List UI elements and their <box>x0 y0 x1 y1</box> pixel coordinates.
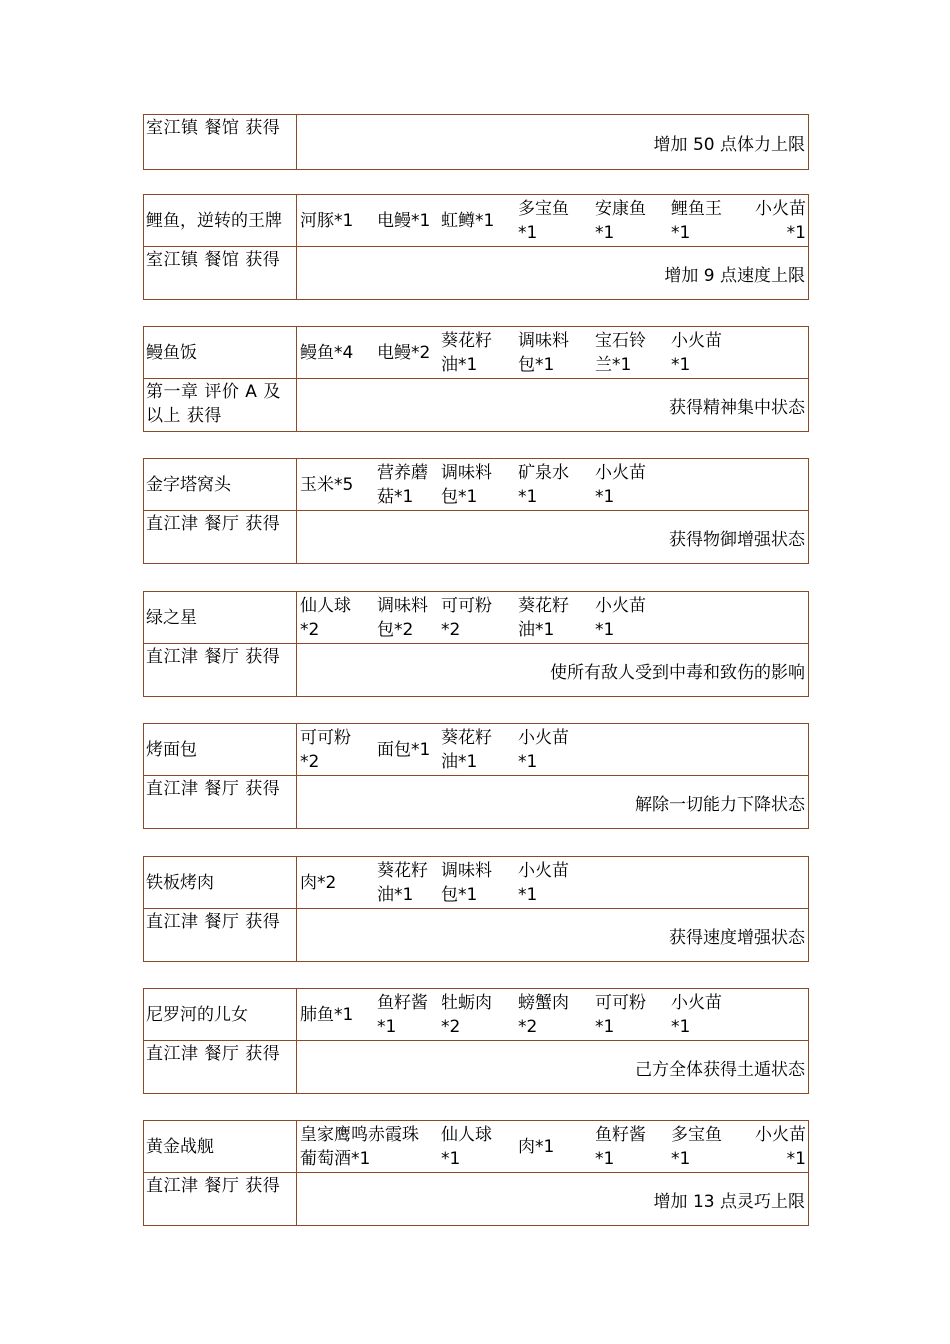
ingredient: 营养蘑 菇*1 <box>377 462 428 507</box>
recipe-source: 直江津 餐厅 获得 <box>144 511 297 563</box>
ingredient: 仙人球 *1 <box>441 1124 492 1169</box>
recipe-source: 直江津 餐厅 获得 <box>144 644 297 696</box>
ingredient: 小火苗 *1 <box>755 1124 806 1169</box>
recipe-name: 尼罗河的儿女 <box>144 989 297 1040</box>
ingredient: 葵花籽 油*1 <box>441 727 492 772</box>
recipe-name: 烤面包 <box>144 724 297 775</box>
recipe-name: 黄金战舰 <box>144 1121 297 1172</box>
recipe-table-7 <box>143 988 809 1094</box>
ingredient: 牡蛎肉 *2 <box>441 992 492 1037</box>
ingredient: 肉*1 <box>518 1136 555 1157</box>
ingredient: 小火苗 *1 <box>671 992 722 1037</box>
recipe-ingredient-row <box>144 592 808 644</box>
recipe-ingredient-row <box>144 724 808 776</box>
ingredient: 多宝鱼 *1 <box>671 1124 722 1169</box>
ingredient: 虹鳟*1 <box>441 210 495 231</box>
ingredient: 鳗鱼*4 <box>300 342 354 363</box>
ingredient: 安康鱼 *1 <box>595 198 646 243</box>
ingredient: 电鳗*2 <box>377 342 431 363</box>
recipe-source-row <box>144 115 808 169</box>
recipe-table-1 <box>143 194 809 300</box>
recipe-effect: 获得速度增强状态 <box>669 927 805 948</box>
recipe-source-row <box>144 1173 808 1225</box>
ingredient: 葵花籽 油*1 <box>518 595 569 640</box>
recipe-effect: 获得物御增强状态 <box>669 529 805 550</box>
ingredient: 玉米*5 <box>300 474 354 495</box>
recipe-table-5 <box>143 723 809 829</box>
recipe-table-3 <box>143 458 809 564</box>
recipe-effect: 解除一切能力下降状态 <box>635 794 805 815</box>
recipe-name: 鲤鱼，逆转的王牌 <box>144 195 297 246</box>
recipe-name: 鳗鱼饭 <box>144 327 297 378</box>
recipe-source: 室江镇 餐馆 获得 <box>144 115 297 169</box>
recipe-table-4 <box>143 591 809 697</box>
ingredient: 调味料 包*1 <box>441 462 492 507</box>
recipe-table-6 <box>143 856 809 962</box>
ingredient: 面包*1 <box>377 739 431 760</box>
ingredient: 葵花籽 油*1 <box>441 330 492 375</box>
recipe-source-row <box>144 776 808 828</box>
ingredient: 多宝鱼 *1 <box>518 198 569 243</box>
recipe-effect: 增加 50 点体力上限 <box>653 134 805 155</box>
recipe-name: 绿之星 <box>144 592 297 643</box>
ingredient: 电鳗*1 <box>377 210 431 231</box>
ingredient: 鲤鱼王 *1 <box>671 198 722 243</box>
recipe-ingredient-row <box>144 327 808 379</box>
recipe-effect: 获得精神集中状态 <box>669 397 805 418</box>
recipe-source: 直江津 餐厅 获得 <box>144 1041 297 1093</box>
recipe-effect: 增加 13 点灵巧上限 <box>653 1191 805 1212</box>
recipe-source-row <box>144 511 808 563</box>
recipe-name: 铁板烤肉 <box>144 857 297 908</box>
ingredient: 鱼籽酱 *1 <box>595 1124 646 1169</box>
ingredient: 矿泉水 *1 <box>518 462 569 507</box>
ingredient: 宝石铃 兰*1 <box>595 330 646 375</box>
ingredient: 河豚*1 <box>300 210 354 231</box>
ingredient: 可可粉 *1 <box>595 992 646 1037</box>
ingredient: 小火苗 *1 <box>755 198 806 243</box>
recipe-name: 金字塔窝头 <box>144 459 297 510</box>
ingredient: 小火苗 *1 <box>671 330 722 375</box>
recipe-ingredient-row <box>144 195 808 247</box>
ingredient: 调味料 包*2 <box>377 595 428 640</box>
ingredient: 鱼籽酱 *1 <box>377 992 428 1037</box>
ingredient: 螃蟹肉 *2 <box>518 992 569 1037</box>
recipe-source-row <box>144 247 808 299</box>
recipe-source-row <box>144 1041 808 1093</box>
ingredient: 葵花籽 油*1 <box>377 860 428 905</box>
recipe-source: 直江津 餐厅 获得 <box>144 1173 297 1225</box>
recipe-ingredient-row <box>144 989 808 1041</box>
recipe-source: 第一章 评价 A 及以上 获得 <box>144 379 297 431</box>
ingredient: 肺鱼*1 <box>300 1004 354 1025</box>
ingredient: 小火苗 *1 <box>595 595 646 640</box>
ingredient: 仙人球 *2 <box>300 595 351 640</box>
ingredient: 肉*2 <box>300 872 337 893</box>
recipe-ingredient-row <box>144 857 808 909</box>
ingredient: 可可粉 *2 <box>300 727 351 772</box>
ingredient: 调味料 包*1 <box>518 330 569 375</box>
ingredient: 可可粉 *2 <box>441 595 492 640</box>
recipe-source: 直江津 餐厅 获得 <box>144 776 297 828</box>
recipe-effect: 使所有敌人受到中毒和致伤的影响 <box>550 662 805 683</box>
recipe-source-row <box>144 379 808 431</box>
recipe-source: 室江镇 餐馆 获得 <box>144 247 297 299</box>
recipe-source-row <box>144 909 808 961</box>
ingredient: 皇家鹰鸣赤霞珠 葡萄酒*1 <box>300 1124 419 1169</box>
recipe-table-2 <box>143 326 809 432</box>
recipe-ingredient-row <box>144 1121 808 1173</box>
recipe-ingredient-row <box>144 459 808 511</box>
ingredient: 小火苗 *1 <box>518 860 569 905</box>
recipe-source: 直江津 餐厅 获得 <box>144 909 297 961</box>
recipe-table-0 <box>143 114 809 170</box>
ingredient: 小火苗 *1 <box>595 462 646 507</box>
recipe-table-8 <box>143 1120 809 1226</box>
ingredient: 小火苗 *1 <box>518 727 569 772</box>
ingredient: 调味料 包*1 <box>441 860 492 905</box>
recipe-effect: 增加 9 点速度上限 <box>664 265 805 286</box>
recipe-effect: 己方全体获得土遁状态 <box>635 1059 805 1080</box>
recipe-source-row <box>144 644 808 696</box>
